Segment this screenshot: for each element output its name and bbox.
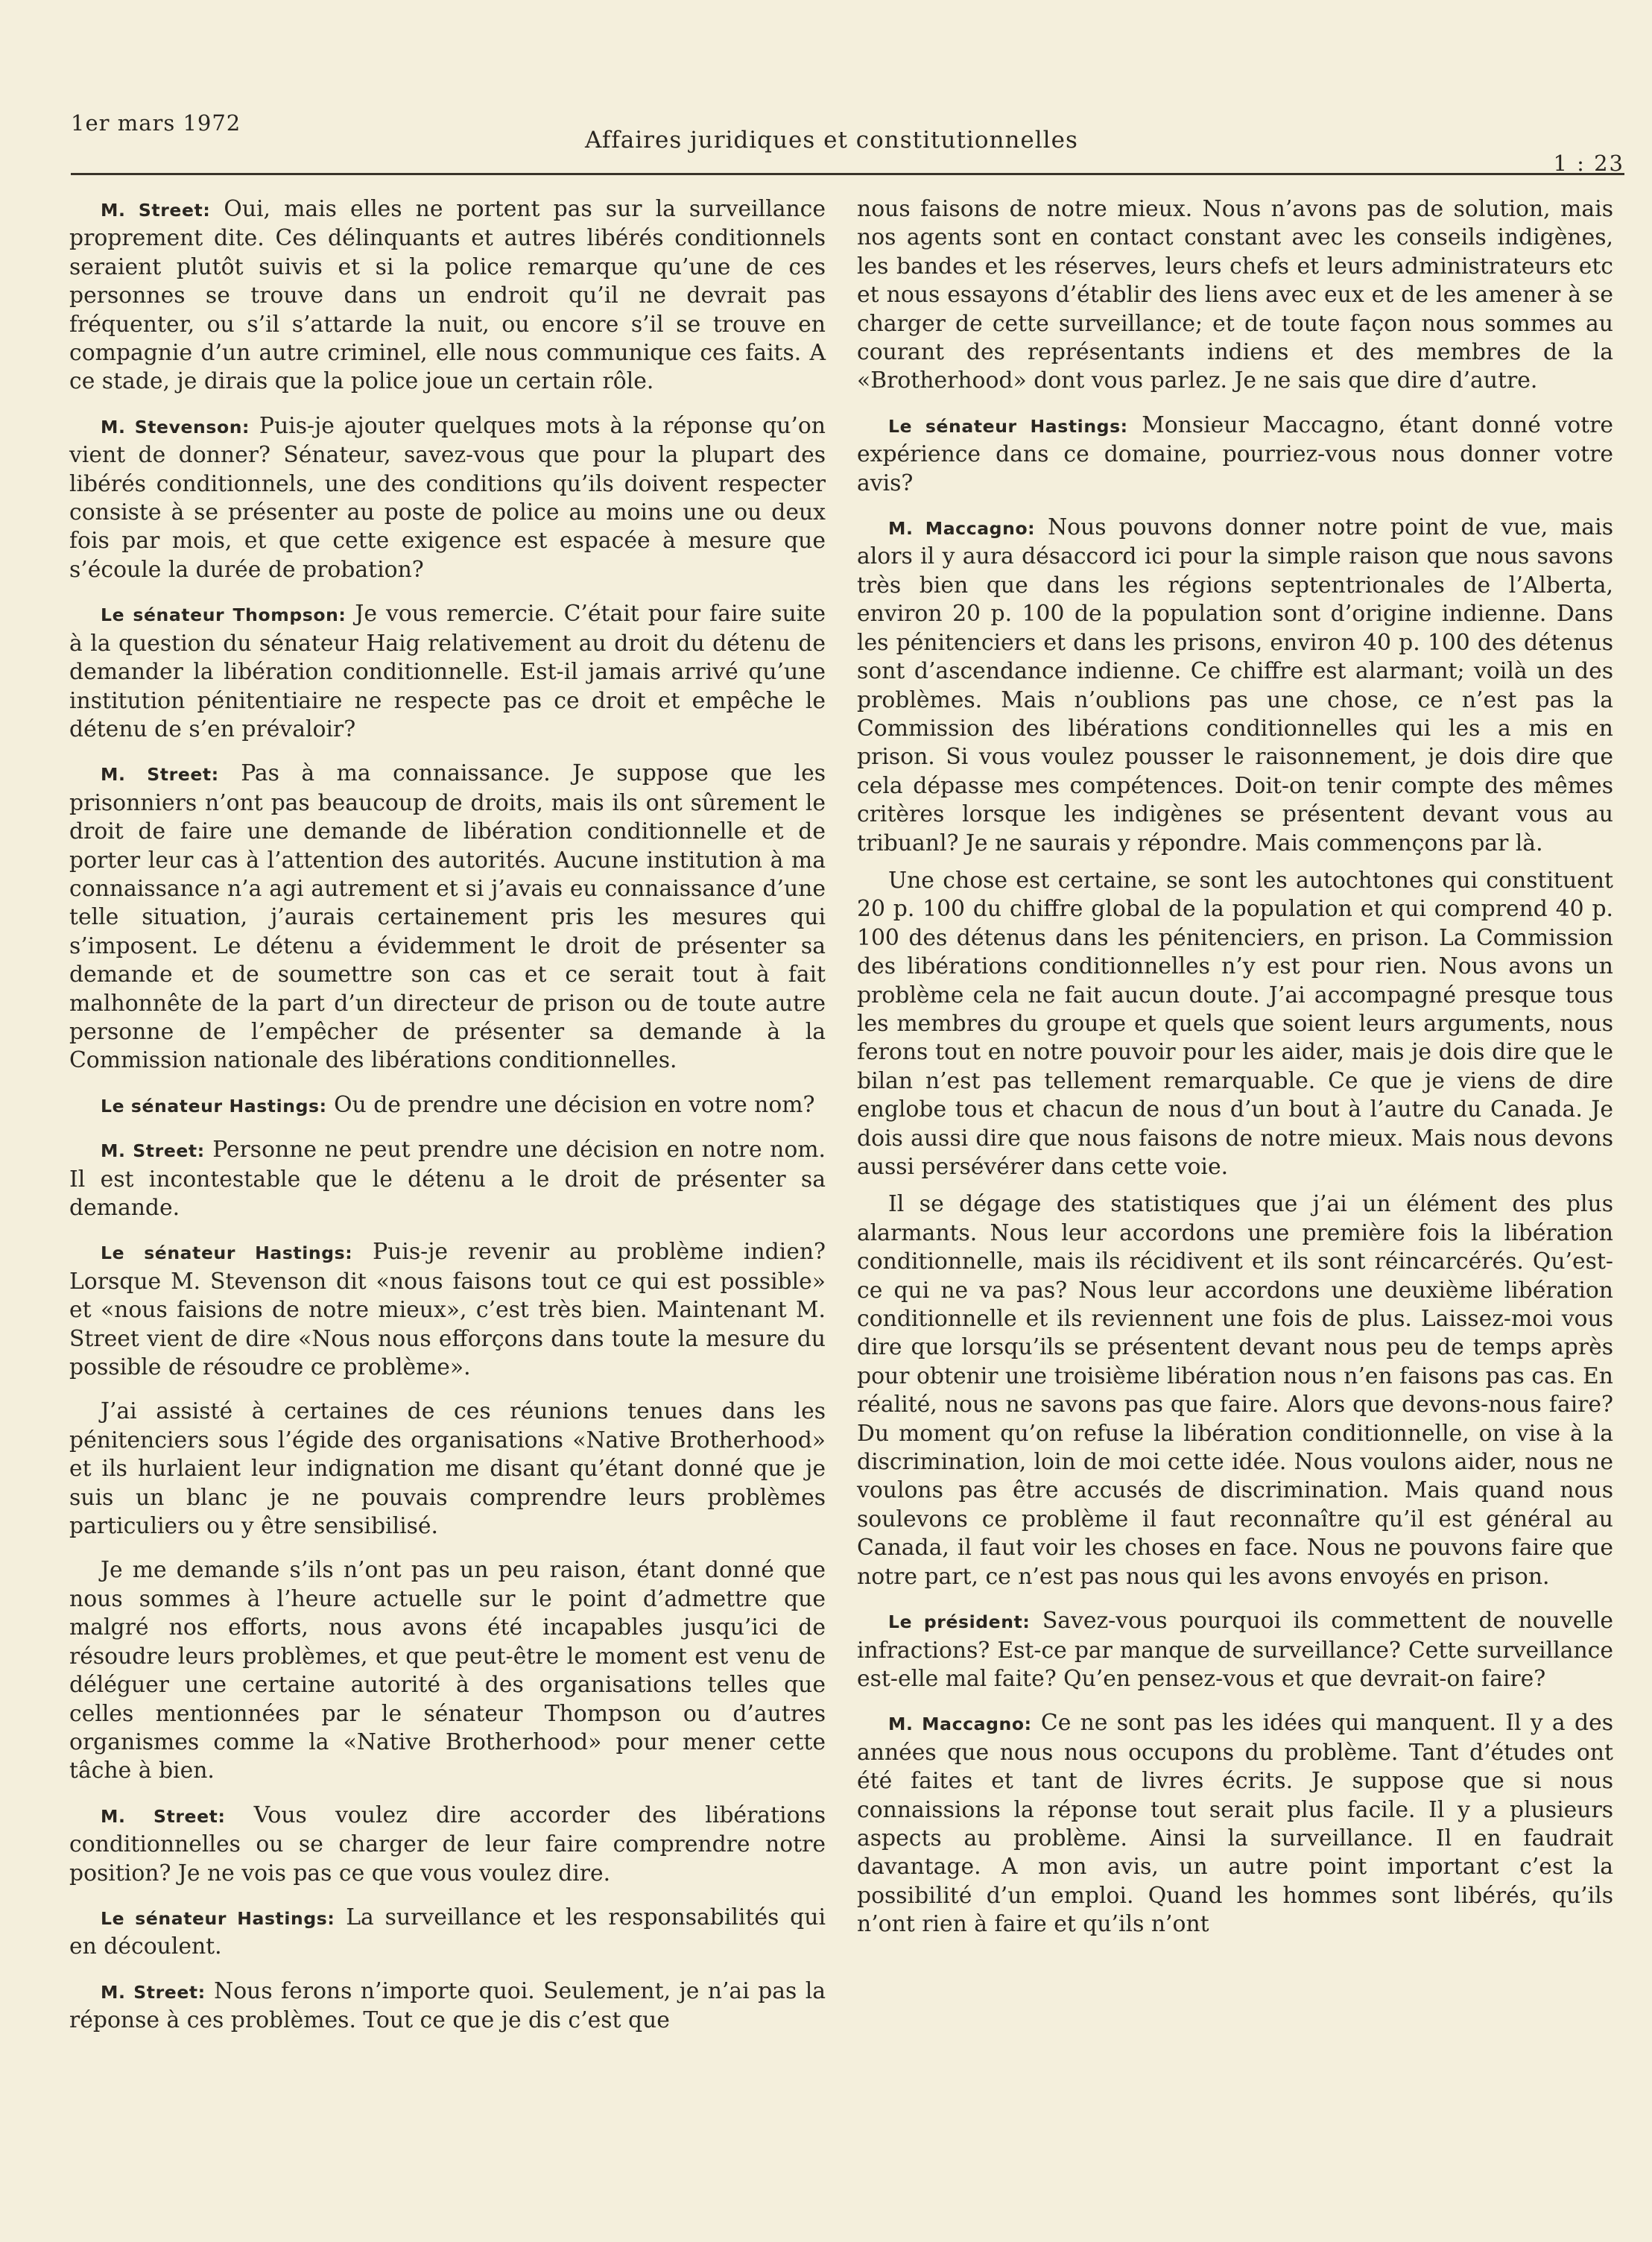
speaker-name: M. Street: [101,1140,205,1162]
page-header [71,104,1624,179]
paragraph-text: Je me demande s’ils n’ont pas un peu raison, étant donné que nous sommes à l’heure actuelle sur le point d’admettre que malgré nos efforts, nous avons été incapables jusqu’ici de résoudre leurs problèmes, et que peut-être le moment est venu de déléguer une certaine autorité à des organisations telles que celles mentionnées par le sénateur Thompson ou d’autres organismes comme la «Native Brotherhood» pour mener cette tâche à bien. [69,1557,826,1784]
paragraph-text: Ce ne sont pas les idées qui manquent. Il y a des années que nous nous occupons du problème. Tant d’études ont été faites et tant de livres écrits. Je suppose que si nous connaissions la réponse tout serait plus facile. Il y a plusieurs aspects au problème. Ainsi la surveillance. Il en faudrait davantage. A mon avis, un autre point important c’est la possibilité d’un emploi. Quand les hommes sont libérés, qu’ils n’ont rien à faire et qu’ils n’ont [857,1710,1613,1938]
paragraph [69,1904,826,1962]
paragraph [69,600,826,744]
paragraph [857,195,1613,396]
paragraph-text: Savez-vous pourquoi ils commettent de nouvelle infractions? Est-ce par manque de surveillance? Cette surveillance est-elle mal faite? Qu’en pensez-vous et que devrait-on faire? [857,1608,1613,1692]
paragraph-text: Oui, mais elles ne portent pas sur la surveillance proprement dite. Ces délinquants et autres libérés conditionnels seraient plutôt suivis et si la police remarque qu’une de ces personnes se trouve dans un endroit qu’il ne devrait pas fréquenter, ou s’il s’attarde la nuit, ou encore s’il se trouve en compagnie d’un autre criminel, elle nous communique ces faits. A ce stade, je dirais que la police joue un certain rôle. [69,196,826,395]
paragraph [857,514,1613,858]
paragraph [857,411,1613,498]
paragraph-text: Une chose est certaine, se sont les autochtones qui constituent 20 p. 100 du chiffre global de la population et qui comprend 40 p. 100 des détenus dans les pénitenciers, en prison. La Commission des libérations conditionnelles n’y est pour rien. Nous avons un problème cela ne fait aucun doute. J’ai accompagné presque tous les membres du groupe et quels que soient leurs arguments, nous ferons tout en notre pouvoir pour les aider, mais je dois dire que le bilan n’est pas tellement remarquable. Ce que je viens de dire englobe tous et chacun de nous d’un bout à l’autre du Canada. Je dois aussi dire que nous faisons de notre mieux. Mais nous devons aussi persévérer dans cette voie. [857,867,1613,1180]
paragraph-text: J’ai assisté à certaines de ces réunions tenues dans les pénitenciers sous l’égide des organisations «Native Brotherhood» et ils hurlaient leur indignation me disant qu’étant donné que je suis un blanc je ne pouvais comprendre leurs problèmes particuliers ou y être sensibilisé. [69,1398,826,1540]
left-column [69,195,826,2051]
paragraph [69,760,826,1075]
paragraph-text: Monsieur Maccagno, étant donné votre expérience dans ce domaine, pourriez-vous nous donner votre avis? [857,411,1613,496]
paragraph [69,1238,826,1382]
paragraph-text: Je vous remercie. C’était pour faire suite à la question du sénateur Haig relativement au droit du détenu de demander la libération conditionnelle. Est-il jamais arrivé qu’une institution pénitentiaire ne respecte pas ce droit et empêche le détenu de s’en prévaloir? [69,601,826,742]
paragraph-text: Nous ferons n’importe quoi. Seulement, je n’ai pas la réponse à ces problèmes. Tout ce que je dis c’est que [69,1977,826,2034]
right-column [857,195,1613,1955]
paragraph [69,195,826,397]
paragraph-text: nous faisons de notre mieux. Nous n’avons pas de solution, mais nos agents sont en contact constant avec les conseils indigènes, les bandes et les réserves, leurs chefs et leurs administrateurs etc et nous essayons d’établir des liens avec eux et de les amener à se charger de cette surveillance; et de toute façon nous sommes au courant des représentants indiens et des membres de la «Brotherhood» dont vous parlez. Je ne sais que dire d’autre. [857,196,1613,394]
paragraph [857,1607,1613,1693]
paragraph-text: Puis-je revenir au problème indien? Lorsque M. Stevenson dit «nous faisons tout ce qui est possible» et «nous faisions de notre mieux», c’est très bien. Maintenant M. Street vient de dire «Nous nous efforçons dans toute la mesure du possible de résoudre ce problème». [69,1239,826,1381]
page-number: 1 : 23 [1553,151,1624,176]
speaker-name: M. Street: [101,1981,206,2003]
paragraph-text: Pas à ma connaissance. Je suppose que les prisonniers n’ont pas beaucoup de droits, mais ils ont sûrement le droit de faire une demande de libération conditionnelle et de porter leur cas à l’attention des autorités. Aucune institution à ma connaissance n’a agi autrement et si j’avais eu connaissance d’une telle situation, j’aurais certainement pris les mesures qui s’imposent. Le détenu a évidemment le droit de présenter sa demande et de soumettre son cas et ce serait tout à fait malhonnête de la part d’un directeur de prison ou de toute autre personne de l’empêcher de présenter sa demande à la Commission nationale des libérations conditionnelles. [69,760,826,1074]
paragraph-text: Ou de prendre une décision en votre nom? [334,1091,815,1118]
speaker-name: Le sénateur Hastings: [101,1095,327,1117]
speaker-name: Le sénateur Hastings: [101,1907,335,1929]
paragraph [857,1709,1613,1939]
paragraph [69,1136,826,1222]
paragraph [69,412,826,584]
speaker-name: M. Stevenson: [101,416,250,438]
paragraph [69,1802,826,1888]
speaker-name: Le sénateur Hastings: [101,1242,353,1264]
speaker-name: Le sénateur Hastings: [888,415,1128,437]
paragraph [857,867,1613,1181]
paragraph-text: Puis-je ajouter quelques mots à la réponse qu’on vient de donner? Sénateur, savez-vous que pour la plupart des libérés conditionnels, une des conditions qu’ils doivent respecter consiste à se présenter au poste de police au moins une ou deux fois par mois, et que cette exigence est espacée à mesure que s’écoule la durée de probation? [69,412,826,583]
speaker-name: Le président: [888,1611,1031,1633]
paragraph-text: La surveillance et les responsabilités qui en découlent. [69,1904,826,1960]
header-date: 1er mars 1972 [71,110,241,136]
paragraph-text: Il se dégage des statistiques que j’ai un élément des plus alarmants. Nous leur accordons une première fois la libération conditionnelle, mais ils récidivent et ils sont réincarcérés. Qu’est-ce qui ne va pas? Nous leur accordons une deuxième libération conditionnelle et ils reviennent une fois de plus. Laissez-moi vous dire que lorsqu’ils se présentent devant nous peu de temps après pour obtenir une troisième libération nous n’en faisons pas cas. En réalité, nous ne savons pas que faire. Alors que devons-nous faire? Du moment qu’on refuse la libération conditionnelle, on vise à la discrimination, loin de moi cette idée. Nous voulons aider, nous ne voulons pas être accusés de discrimination. Mais quand nous soulevons ce problème il faut reconnaître qu’il est général au Canada, il faut voir les choses en face. Nous ne pouvons faire que notre part, ce n’est pas nous qui les avons envoyés en prison. [857,1191,1613,1590]
speaker-name: M. Street: [101,764,219,786]
speaker-name: M. Street: [101,1805,226,1827]
header-rule [71,173,1624,175]
paragraph [69,1977,826,2036]
paragraph [857,1190,1613,1591]
header-title: Affaires juridiques et constitutionnelles [585,127,1078,154]
speaker-name: M. Maccagno: [888,1714,1032,1735]
speaker-name: M. Street: [101,200,211,221]
paragraph-text: Personne ne peut prendre une décision en notre nom. Il est incontestable que le détenu a le droit de présenter sa demande. [69,1137,826,1221]
paragraph-text: Nous pouvons donner notre point de vue, mais alors il y aura désaccord ici pour la simple raison que nous savons très bien que dans les régions septentrionales de l’Alberta, environ 20 p. 100 de la population sont d’origine indienne. Dans les pénitenciers et dans les prisons, environ 40 p. 100 des détenus sont d’ascendance indienne. Ce chiffre est alarmant; voilà un des problèmes. Mais n’oublions pas une chose, ce n’est pas la Commission des libérations conditionnelles qui les a mis en prison. Si vous voulez pousser le raisonnement, je dois dire que cela dépasse mes compétences. Doit-on tenir compte des mêmes critères lorsque les indigènes se présentent devant vous au tribuanl? Je ne saurais y répondre. Mais commençons par là. [857,514,1613,856]
paragraph [69,1556,826,1785]
speaker-name: M. Maccagno: [888,518,1036,540]
paragraph-text: Vous voulez dire accorder des libérations conditionnelles ou se charger de leur faire comprendre notre position? Je ne vois pas ce que vous voulez dire. [69,1802,826,1886]
paragraph [69,1091,826,1120]
speaker-name: Le sénateur Thompson: [101,604,346,626]
paragraph [69,1398,826,1541]
